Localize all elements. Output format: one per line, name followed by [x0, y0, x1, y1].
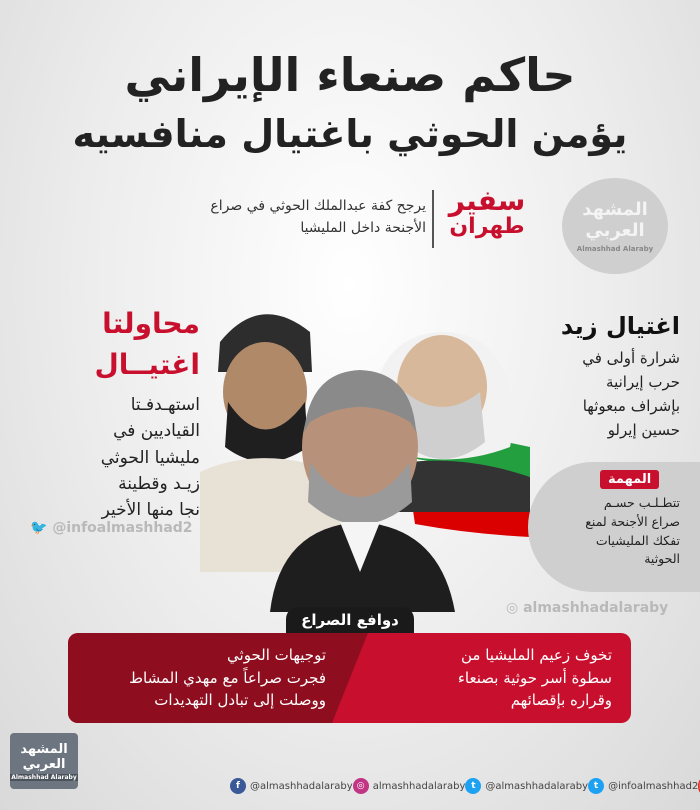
brand-logo-line3: Almashhad Alaraby — [11, 773, 77, 781]
mission-line: صراع الأجنحة لمنع — [585, 513, 680, 529]
left-title-line2: اغتيــال — [94, 347, 200, 381]
twitter-handle-watermark — [30, 520, 193, 536]
watermark-line3: Almashhad Alaraby — [576, 245, 654, 253]
ambassador-label-line2: طهران — [449, 214, 525, 240]
left-panel-title — [20, 304, 200, 385]
social-footer — [230, 774, 699, 798]
left-title-line1: محاولتا — [102, 307, 200, 340]
twitter-icon: t — [588, 778, 604, 794]
instagram-handle-watermark — [506, 600, 668, 616]
ambassador-desc-line1: يرجح كفة عبدالملك الحوثي في صراع — [210, 198, 426, 214]
twitter-icon: t — [465, 778, 481, 794]
brand-logo-line1: المشهد — [20, 741, 68, 757]
reason-line: وقراره بإقصائهم — [510, 691, 612, 709]
mission-text — [536, 494, 680, 569]
watermark-logo — [562, 178, 668, 274]
reason-line: تخوف زعيم المليشيا من — [461, 646, 612, 664]
facebook-icon: f — [230, 778, 246, 794]
footer-label: @almashhadalaraby — [250, 780, 353, 792]
reason-line: ووصلت إلى تبادل التهديدات — [154, 691, 326, 709]
footer-label: almashhadalaraby — [372, 780, 466, 792]
footer-item-instagram[interactable] — [353, 778, 466, 794]
reason-line: فجرت صراعاً مع مهدي المشاط — [129, 668, 326, 687]
left-text-line: زيـد وقطينة — [118, 474, 200, 495]
ambassador-label — [432, 186, 542, 238]
brand-logo — [10, 733, 78, 789]
footer-label: @infoalmashhad2 — [608, 780, 699, 792]
reasons-left-text — [86, 644, 326, 712]
twitter-handle-text: @infoalmashhad2 — [52, 520, 193, 536]
footer-item-twitter-info[interactable] — [588, 778, 698, 794]
right-text-line: حرب إيرانية — [606, 373, 680, 391]
right-text-line: حسين إيرلو — [607, 421, 680, 439]
mission-label: المهمة — [600, 470, 659, 489]
ambassador-description — [150, 196, 426, 239]
divider — [432, 190, 434, 248]
watermark-line1: المشهد — [582, 199, 648, 220]
mission-line: تفكك المليشيات — [595, 532, 680, 548]
ambassador-desc-line2: الأجنحة داخل المليشيا — [300, 219, 426, 236]
left-text-line: مليشيا الحوثي — [100, 447, 200, 468]
headline-line1: حاكم صنعاء الإيراني — [124, 48, 576, 102]
footer-item-twitter-main[interactable] — [465, 778, 588, 794]
footer-item-facebook[interactable] — [230, 778, 353, 794]
mission-line: تتطـلـب حسـم — [603, 495, 680, 510]
left-text-line: استهـدفـتا — [130, 395, 200, 415]
right-text-line: شرارة أولى في — [582, 349, 680, 367]
watermark-line2: العربي — [585, 220, 645, 241]
instagram-icon: ◎ — [506, 600, 519, 616]
reasons-tag: دوافع الصراع — [286, 607, 414, 633]
instagram-icon: ◎ — [353, 778, 369, 794]
reasons-right-text — [362, 644, 612, 712]
portraits-illustration — [200, 272, 530, 612]
left-text-line: القياديين في — [113, 421, 200, 442]
ambassador-label-line1: سفير — [448, 184, 526, 217]
right-panel-title: اغتيال زيد — [560, 312, 680, 340]
left-text-line: نجا منها الأخير — [101, 500, 200, 521]
instagram-handle-text: almashhadalaraby — [523, 600, 669, 616]
twitter-icon: 🐦 — [30, 520, 48, 536]
left-panel-text — [20, 392, 200, 524]
reason-line: توجيهات الحوثي — [227, 646, 326, 664]
reason-line: سطوة أسر حوثية بصنعاء — [457, 668, 612, 687]
mission-line: الحوثية — [644, 551, 680, 567]
right-panel-text — [510, 346, 680, 442]
headline-line2: يؤمن الحوثي باغتيال منافسيه — [72, 112, 628, 156]
brand-logo-line2: العربي — [22, 756, 66, 772]
right-text-line: بإشراف مبعوثها — [582, 397, 680, 415]
footer-label: @almashhadalaraby — [485, 780, 589, 792]
